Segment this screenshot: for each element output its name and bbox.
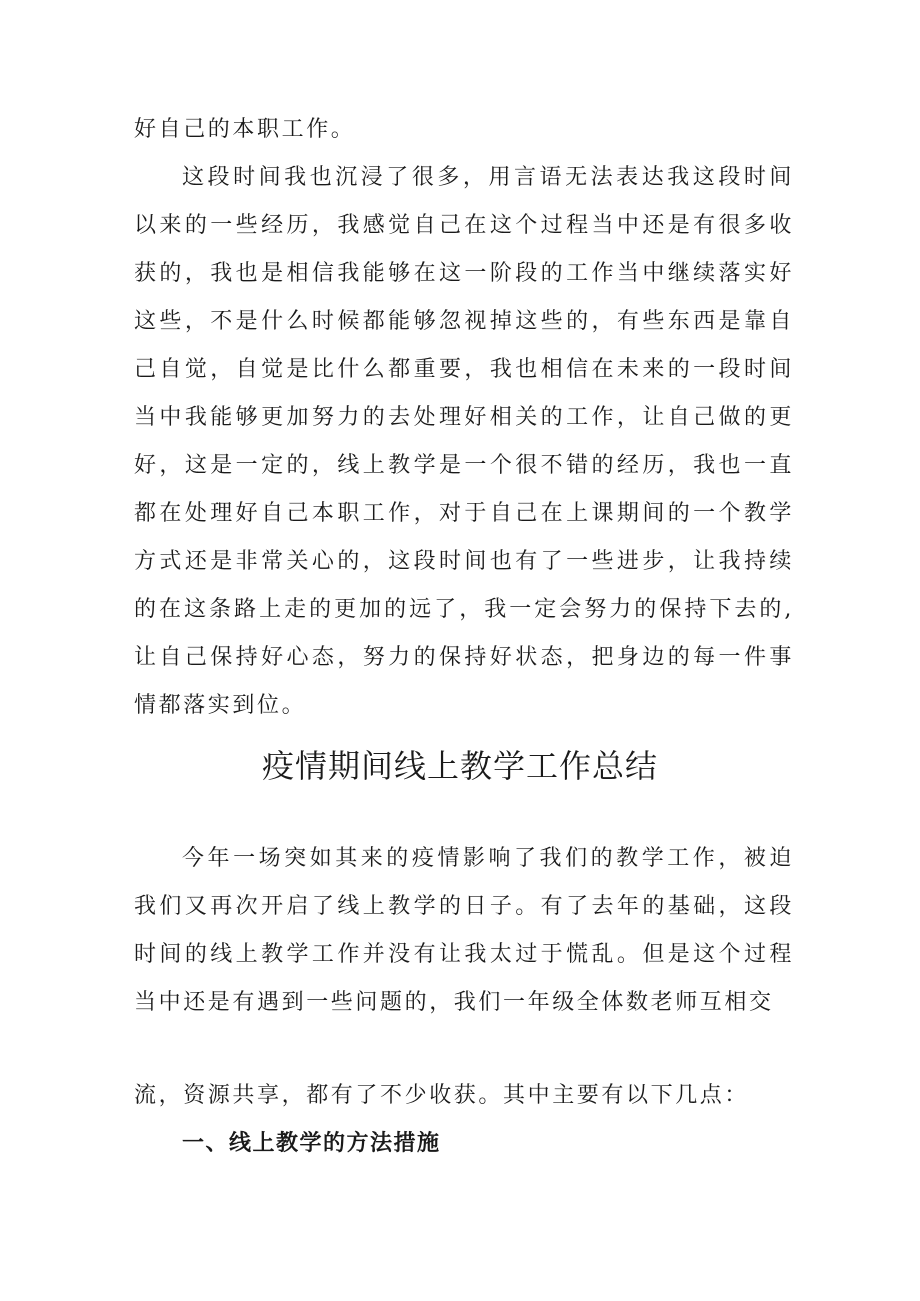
section-heading: 一、线上教学的方法措施 <box>182 1131 441 1156</box>
paragraph-reflection: 这段时间我也沉浸了很多，用言语无法表达我这段时间以来的一些经历，我感觉自己在这个过程当中还是有很多收获的，我也是相信我能够在这一阶段的工作当中继续落实好这些，不是什么时候都能够忽视掉这些的，有些东西是靠自己自觉，自觉是比什么都重要，我也相信在未来的一段时间当中我能够更加努力的去处理好相关的工作，让自己做的更好，这是一定的，线上教学是一个很不错的经历，我也一直都在处理好自己本职工作，对于自己在上课期间的一个教学方式还是非常关心的，这段时间也有了一些进步，让我持续的在这条路上走的更加的远了，我一定会努力的保持下去的,让自己保持好心态，努力的保持好状态，把身边的每一件事情都落实到位。 <box>134 165 794 718</box>
paragraph-intro: 今年一场突如其来的疫情影响了我们的教学工作，被迫我们又再次开启了线上教学的日子。有了去年的基础，这段时间的线上教学工作并没有让我太过于慌乱。但是这个过程当中还是有遇到一些问题的，我们一年级全体数老师互相交 <box>134 846 794 1015</box>
document-title: 疫情期间线上教学工作总结 <box>261 747 658 785</box>
paragraph-continued: 好自己的本职工作。 <box>134 117 356 142</box>
paragraph-continuation: 流，资源共享，都有了不少收获。其中主要有以下几点： <box>134 1083 750 1108</box>
